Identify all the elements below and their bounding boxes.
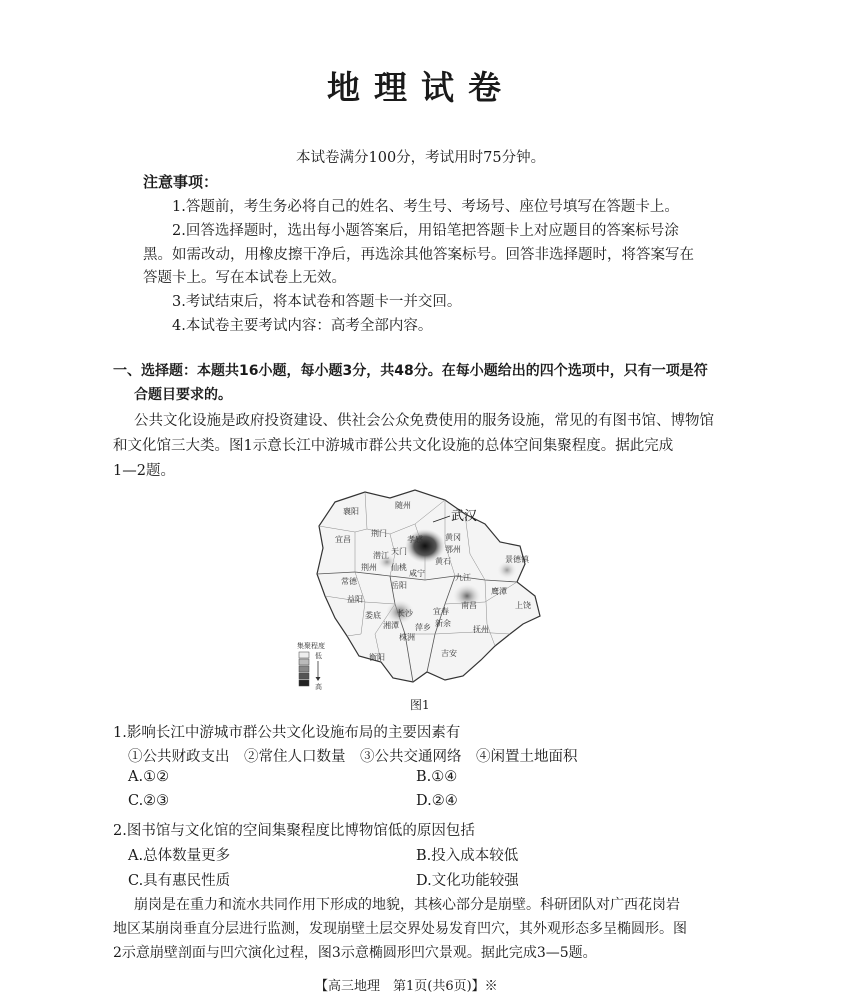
section-heading-cont: 合题目要求的。 — [134, 387, 232, 403]
q1-stem: 1.影响长江中游城市群公共文化设施布局的主要因素有 — [113, 725, 461, 741]
city-label: 九江 — [455, 573, 471, 582]
passage-line: 1—2题。 — [113, 463, 175, 479]
city-label: 宜昌 — [335, 535, 351, 544]
exam-intro: 本试卷满分100分，考试用时75分钟。 — [296, 150, 546, 166]
legend — [297, 641, 325, 691]
notice-heading: 注意事项： — [143, 173, 219, 191]
city-label: 湘潭 — [383, 621, 399, 630]
q2-option-a: A.总体数量更多 — [128, 848, 231, 864]
q2-option-d: D.文化功能较强 — [416, 873, 519, 889]
city-label: 鹰潭 — [491, 587, 507, 596]
passage-line: 2示意崩壁剖面与凹穴演化过程，图3示意椭圆形凹穴景观。据此完成3—5题。 — [113, 945, 597, 961]
passage-line: 崩岗是在重力和流水共同作用下形成的地貌，其核心部分是崩壁。科研团队对广西花岗岩 — [134, 897, 680, 913]
figure1-caption: 图1 — [410, 698, 430, 712]
notice-item: 答题卡上。写在本试卷上无效。 — [143, 270, 346, 286]
city-label: 孝感 — [407, 535, 423, 544]
city-label: 新余 — [435, 619, 451, 628]
city-label: 益阳 — [347, 595, 363, 604]
notice-item: 4.本试卷主要考试内容：高考全部内容。 — [172, 318, 433, 334]
figure1-map — [295, 484, 555, 694]
city-label: 仙桃 — [391, 563, 407, 572]
city-label: 景德镇 — [505, 555, 529, 564]
section-heading: 一、选择题：本题共16小题，每小题3分，共48分。在每小题给出的四个选项中，只有一项是符 — [113, 363, 708, 379]
legend-high: 高 — [315, 683, 322, 691]
page-title: 地理试卷 — [327, 68, 515, 107]
q1-items: ①公共财政支出 ②常住人口数量 ③公共交通网络 ④闲置土地面积 — [128, 749, 578, 765]
city-label: 南昌 — [461, 601, 477, 610]
city-label: 咸宁 — [409, 569, 425, 578]
city-label: 萍乡 — [415, 623, 431, 632]
passage-line: 和文化馆三大类。图1示意长江中游城市群公共文化设施的总体空间集聚程度。据此完成 — [113, 438, 674, 454]
notice-item: 黑。如需改动，用橡皮擦干净后，再选涂其他答案标号。回答非选择题时，将答案写在 — [143, 247, 694, 263]
city-label: 随州 — [395, 501, 411, 510]
notice-item: 1.答题前，考生务必将自己的姓名、考生号、考场号、座位号填写在答题卡上。 — [172, 199, 679, 215]
passage-line: 公共文化设施是政府投资建设、供社会公众免费使用的服务设施，常见的有图书馆、博物馆 — [134, 413, 714, 429]
legend-low: 低 — [315, 652, 322, 660]
city-label: 长沙 — [397, 609, 413, 618]
city-label: 吉安 — [441, 649, 457, 658]
notice-item: 3.考试结束后，将本试卷和答题卡一并交回。 — [172, 294, 462, 310]
city-label: 荆门 — [371, 529, 387, 538]
q1-option-d: D.②④ — [416, 793, 458, 809]
q1-option-a: A.①② — [128, 769, 170, 785]
city-label: 抚州 — [473, 625, 489, 634]
map-region-outline — [317, 490, 540, 682]
q2-option-c: C.具有惠民性质 — [128, 873, 231, 889]
city-label: 襄阳 — [343, 507, 359, 516]
page-footer: 【高三地理 第1页(共6页)】※ — [315, 979, 498, 994]
city-label: 黄冈 — [445, 533, 461, 542]
city-label: 荆州 — [361, 563, 377, 572]
legend-title: 集聚程度 — [297, 642, 325, 650]
city-label: 鄂州 — [445, 545, 461, 554]
city-label: 娄底 — [365, 611, 381, 620]
city-label: 宜春 — [433, 607, 449, 616]
q1-option-c: C.②③ — [128, 793, 170, 809]
city-label: 上饶 — [515, 601, 531, 610]
city-label: 潜江 — [373, 551, 389, 560]
city-label: 株洲 — [399, 633, 415, 642]
city-label: 黄石 — [435, 557, 451, 566]
city-label: 天门 — [391, 547, 407, 556]
city-label: 岳阳 — [391, 581, 407, 590]
q2-option-b: B.投入成本较低 — [416, 848, 519, 864]
q2-stem: 2.图书馆与文化馆的空间集聚程度比博物馆低的原因包括 — [113, 823, 475, 839]
q1-option-b: B.①④ — [416, 769, 458, 785]
notice-item: 2.回答选择题时，选出每小题答案后，用铅笔把答题卡上对应题目的答案标号涂 — [172, 223, 679, 239]
label-wuhan: 武汉 — [451, 509, 478, 524]
city-label: 衡阳 — [369, 653, 385, 662]
passage-line: 地区某崩岗垂直分层进行监测，发现崩壁土层交界处易发育凹穴，其外观形态多呈椭圆形。图 — [113, 921, 687, 937]
city-label: 常德 — [341, 577, 357, 586]
